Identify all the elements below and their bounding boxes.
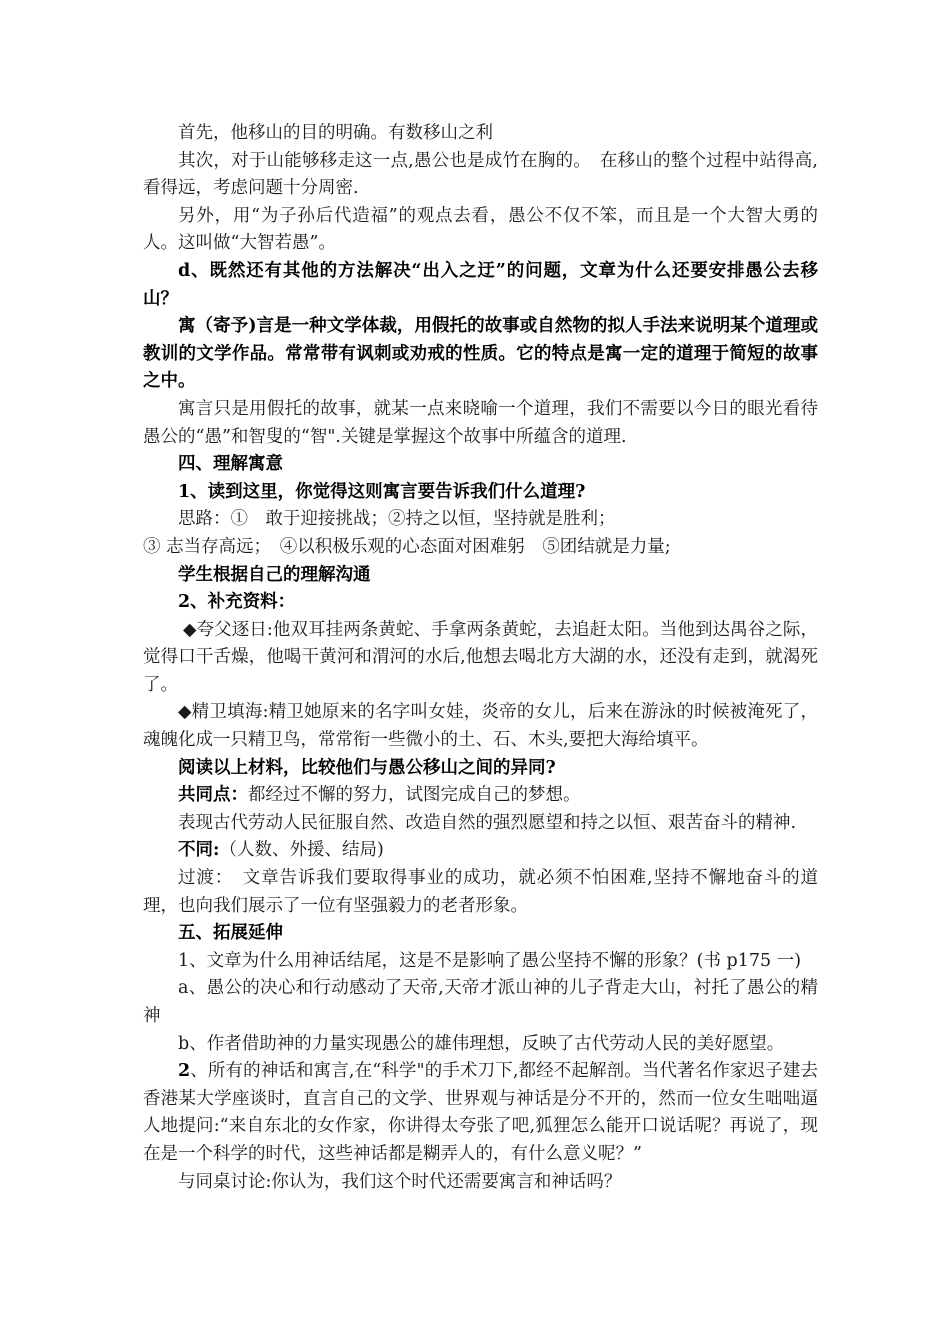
question-heading: 1、读到这里，你觉得这则寓言要告诉我们什么道理? bbox=[178, 481, 586, 502]
question-heading: d、既然还有其他的方法解决“出入之迂”的问题，文章为什么还要安排愚公去移山？ bbox=[143, 260, 818, 309]
paragraph: 寓言只是用假托的故事，就某一点来晓喻一个道理，我们不需要以今日的眼光看待愚公的“愚”和智叟的“智".关键是掌握这个故事中所蕴含的道理. bbox=[143, 398, 818, 447]
paragraph: 另外，用“为子孙后代造福”的观点去看，愚公不仅不笨，而且是一个大智大勇的人。这叫做“大智若愚”。 bbox=[143, 205, 818, 254]
question-heading: 阅读以上材料，比较他们与愚公移山之间的异同? bbox=[178, 757, 556, 778]
paragraph bbox=[143, 837, 818, 865]
section-heading: 五、拓展延伸 bbox=[178, 923, 283, 944]
paragraph-text: 都经过不懈的努力，试图完成自己的梦想。 bbox=[248, 785, 581, 806]
section-heading: 2、补充资料： bbox=[178, 592, 296, 613]
paragraph: 表现古代劳动人民征服自然、改造自然的强烈愿望和持之以恒、艰苦奋斗的精神. bbox=[178, 812, 797, 833]
paragraph: ◆夸父逐日:他双耳挂两条黄蛇、手拿两条黄蛇，去追赶太阳。当他到达禺谷之际，觉得口干舌燥，他喝干黄河和渭河的水后,他想去喝北方大湖的水，还没有走到，就渴死了。 bbox=[143, 619, 818, 695]
paragraph: 其次，对于山能够移走这一点,愚公也是成竹在胸的。 在移山的整个过程中站得高,看得远，考虑问题十分周密. bbox=[143, 150, 818, 199]
paragraph: 首先，他移山的目的明确。有数移山之利 bbox=[178, 123, 493, 143]
paragraph: a、愚公的决心和行动感动了天帝,天帝才派山神的儿子背走大山，衬托了愚公的精神 bbox=[143, 978, 818, 1026]
paragraph: 1、文章为什么用神话结尾，这是不是影响了愚公坚持不懈的形象？(书 p175 一) bbox=[178, 950, 802, 971]
label: 共同点： bbox=[178, 785, 248, 806]
paragraph bbox=[143, 782, 818, 810]
label: 2 bbox=[178, 1061, 191, 1082]
paragraph bbox=[143, 1058, 818, 1168]
paragraph: ◆精卫填海:精卫她原来的名字叫女娃，炎帝的女儿，后来在游泳的时候被淹死了，魂魄化成一只精卫鸟，常常衔一些微小的土、石、木头,要把大海给填平。 bbox=[143, 702, 818, 751]
paragraph-text: 、所有的神话和寓言,在“科学"的手术刀下,都经不起解剖。当代著名作家迟子建去香港某大学座谈时，直言自己的文学、世界观与神话是分不开的，然而一位女生咄咄逼人地提问:“来自东北的女作家，你讲得太夸张了吧,狐狸怎么能开口说话呢？再说了，现在是一个科学的时代，这些神话都是糊弄人的，有什么意义呢？” bbox=[143, 1061, 818, 1164]
document-body bbox=[143, 120, 818, 1196]
paragraph: 过渡： 文章告诉我们要取得事业的成功，就必须不怕困难,坚持不懈地奋斗的道理，也向我们展示了一位有坚强毅力的老者形象。 bbox=[143, 868, 818, 916]
paragraph: ③ 志当存高远； ④以积极乐观的心态面对困难躬 ⑤团结就是力量; bbox=[143, 536, 671, 557]
definition-paragraph: 寓（寄予)言是一种文学体裁，用假托的故事或自然物的拟人手法来说明某个道理或教训的文学作品。常常带有讽刺或劝戒的性质。它的特点是寓一定的道理于简短的故事之中。 bbox=[143, 316, 818, 392]
paragraph: 思路：① 敢于迎接挑战；②持之以恒，坚持就是胜利； bbox=[178, 509, 616, 530]
section-heading: 学生根据自己的理解沟通 bbox=[178, 564, 371, 585]
label: 不同: bbox=[178, 840, 220, 861]
paragraph: 与同桌讨论:你认为，我们这个时代还需要寓言和神话吗？ bbox=[178, 1171, 622, 1192]
paragraph-text: （人数、外援、结局) bbox=[219, 840, 384, 861]
section-heading: 四、理解寓意 bbox=[178, 454, 283, 475]
paragraph: b、作者借助神的力量实现愚公的雄伟理想，反映了古代劳动人民的美好愿望。 bbox=[178, 1033, 785, 1054]
